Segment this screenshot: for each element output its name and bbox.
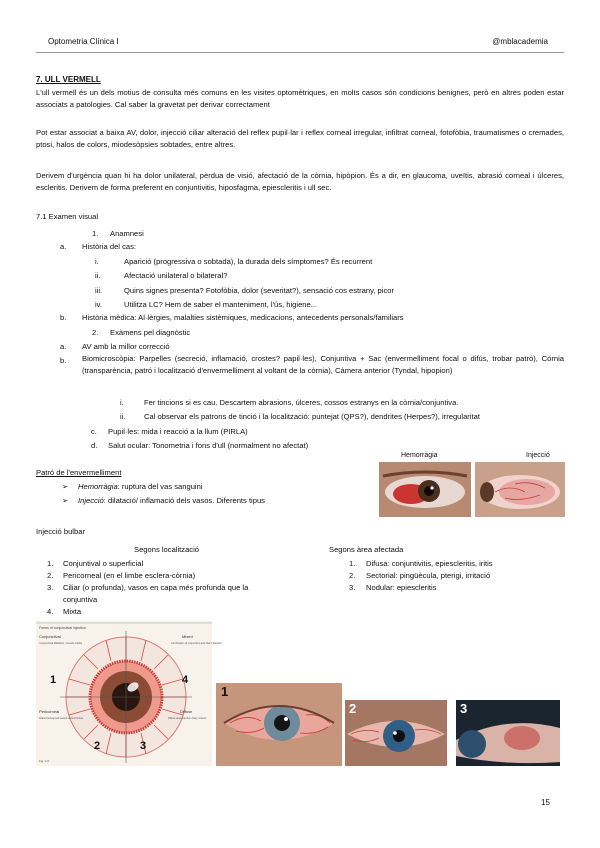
list-marker: 1. — [349, 559, 356, 568]
photo-number-3: 3 — [460, 701, 468, 716]
photo-label-injection: Injecció — [526, 452, 550, 459]
list-marker: 1. — [47, 559, 54, 568]
list-marker: ii. — [120, 412, 126, 421]
diagram-title: Forms of conjunctival injection — [39, 626, 86, 630]
diagnostics-heading: Exàmens pel diagnòstic — [110, 328, 191, 337]
header-rule — [36, 52, 564, 53]
page-number: 15 — [541, 798, 550, 807]
paragraph-referral: Derivem d'urgència quan hi ha dolor unilateral, pèrdua de visió, afectació de la còrnia, hipòpion. És a dir, en glaucoma, uveïtis, abrasió corneal i úlceres, escleritis. Derivem de forma preferent en conjuntivitis, hiposfagma, epiescleritis i ull sec. — [36, 171, 564, 193]
list-marker: 4. — [47, 607, 54, 616]
diagram-fig-label: Fig. 4.6 — [39, 759, 50, 763]
diagram-num-3: 3 — [140, 740, 147, 752]
list-marker: b. — [60, 356, 67, 365]
visual-acuity: AV amb la millor correcció — [82, 342, 170, 351]
list-marker: a. — [60, 342, 67, 351]
location-item: Pericorneal (en el limbe esclera-còrnia) — [63, 571, 196, 580]
diagram-num-4: 4 — [182, 674, 189, 686]
paragraph-intro: L'ull vermell és un dels motius de consulta més comuns en les visites optomètriques, en molts casos són condicions benignes, però en altres poden estar associats a patologies. Cal saber la gravetat per derivar correctament — [36, 88, 564, 110]
medical-history: Història mèdica: Al·lèrgies, malalties sistèmiques, medicacions, antecedents personals/familiars — [82, 313, 404, 322]
diagram-q4-title: Mixed — [182, 634, 193, 639]
photo-label-hemorrhage: Hemorràgia — [401, 452, 438, 459]
diagram-q3-title: Diffuse — [180, 709, 193, 714]
injection-forms-diagram — [36, 621, 222, 766]
history-item: Utilitza LC? Hem de saber el manteniment, l'ús, higiene... — [124, 300, 318, 309]
location-item: Conjuntival o superficial — [63, 559, 144, 568]
list-marker: a. — [60, 242, 67, 251]
list-marker: 2. — [47, 571, 54, 580]
list-marker: 2. — [92, 328, 99, 337]
diagram-q2-text: Dilated pericorneal vessels around limbus — [39, 717, 84, 720]
subsection-title: 7.1 Examen visual — [36, 212, 99, 221]
pattern-title: Patró de l'envermelliment — [36, 468, 122, 477]
diagram-q2-title: Pericorneal — [39, 709, 60, 714]
location-item: Mixta — [63, 607, 82, 616]
anamnesi-heading: Anamnesi — [110, 229, 144, 238]
biomicroscopy: Biomicroscòpia: Parpelles (secreció, inflamació, crostes? papil·les), Conjuntiva + Sac (envermelliment focal o difús, trobar patró), Còrnia (transparència, patró i localització d'envermelliment al voltant de la còrnia), Càmera anterior (Tyndal, hipopion) — [82, 354, 564, 376]
list-marker: c. — [91, 427, 97, 436]
header-right: @mblacademia — [492, 37, 548, 46]
list-marker: i. — [95, 257, 99, 266]
pattern-term: Hemorràgia — [78, 482, 118, 491]
area-item: Nodular: epiescleritis — [366, 583, 437, 592]
history-item: Afectació unilateral o bilateral? — [124, 271, 228, 280]
eye-photo-3 — [456, 700, 560, 766]
area-item: Difusa: conjuntivitis, epiescleritis, iritis — [366, 559, 493, 568]
pattern-item-hemorrhage — [78, 481, 203, 492]
section-title: 7. ULL VERMELL — [36, 75, 101, 84]
hemorrhage-eye-photo — [379, 462, 471, 517]
history-item: Aparició (progressiva o sobtada), la durada dels símptomes? És recurrent — [124, 257, 373, 266]
list-marker: b. — [60, 313, 67, 322]
biomicroscopy-item: Fer tincions si es cau. Descartem abrasions, úlceres, cossos estranys en la còrnia/conjuntiva. — [144, 398, 459, 407]
eye-photo-2 — [345, 700, 447, 766]
diagram-q3-text: Diffuse deep injection ciliary vessels — [168, 717, 207, 720]
pupils: Pupil·les: mida i reacció a la llum (PIRLA) — [108, 427, 248, 436]
arrow-bullet: ➢ — [62, 496, 69, 505]
location-column-title: Segons localització — [134, 545, 200, 554]
bulbar-title: Injecció bulbar — [36, 527, 85, 536]
location-item-continued: conjuntiva — [63, 595, 98, 604]
photo-number-2: 2 — [349, 701, 357, 716]
area-item: Sectorial: pingüècula, pterigi, irritació — [366, 571, 491, 580]
diagram-q1-title: Conjunctival — [39, 634, 61, 639]
list-marker: iv. — [95, 300, 103, 309]
history-item: Quins signes presenta? Fotofòbia, dolor (severitat?), sensació cos estrany, picor — [124, 286, 394, 295]
pattern-item-injection — [78, 495, 265, 506]
list-marker: iii. — [95, 286, 103, 295]
pattern-term: Injecció — [78, 496, 104, 505]
list-marker: d. — [91, 441, 98, 450]
diagram-q1-text: Conjunctival dilatation, vessels visible — [39, 642, 83, 645]
pattern-desc: : dilatació/ inflamació dels vasos. Diferents tipus — [103, 496, 265, 505]
injection-eye-photo — [475, 462, 565, 517]
biomicroscopy-item: Cal observar els patrons de tinció i la localització: puntejat (QPS?), dendrites (Herpes?), irregularitat — [144, 412, 480, 421]
pattern-desc: : ruptura del vas sanguini — [117, 482, 203, 491]
photo-number-1: 1 — [221, 684, 229, 699]
diagram-q4-text: Combination of conjunctival and ciliary dilatation — [171, 642, 222, 645]
arrow-bullet: ➢ — [62, 482, 69, 491]
diagram-num-1: 1 — [50, 674, 57, 686]
list-marker: i. — [120, 398, 124, 407]
list-marker: ii. — [95, 271, 101, 280]
list-marker: 3. — [47, 583, 54, 592]
paragraph-associations: Pot estar associat a baixa AV, dolor, injecció ciliar alteració del reflex pupil·lar i reflex corneal irregular, infiltrat corneal, fotofòbia, traumatismes o cremades, ptosi, halos de colors, miodesòpsies sobtades, entre altres. — [36, 128, 564, 150]
diagram-num-2: 2 — [94, 740, 101, 752]
header-left: Optometria Clínica I — [48, 37, 119, 46]
eye-photo-1 — [216, 683, 342, 766]
list-marker: 3. — [349, 583, 356, 592]
history-heading: Història del cas: — [82, 242, 137, 251]
ocular-health: Salut ocular: Tonometria i fons d'ull (normalment no afectat) — [108, 441, 309, 450]
list-marker: 1. — [92, 229, 99, 238]
location-item: Ciliar (o profunda), vasos en capa més profunda que la — [63, 583, 249, 592]
list-marker: 2. — [349, 571, 356, 580]
area-column-title: Segons àrea afectada — [329, 545, 404, 554]
